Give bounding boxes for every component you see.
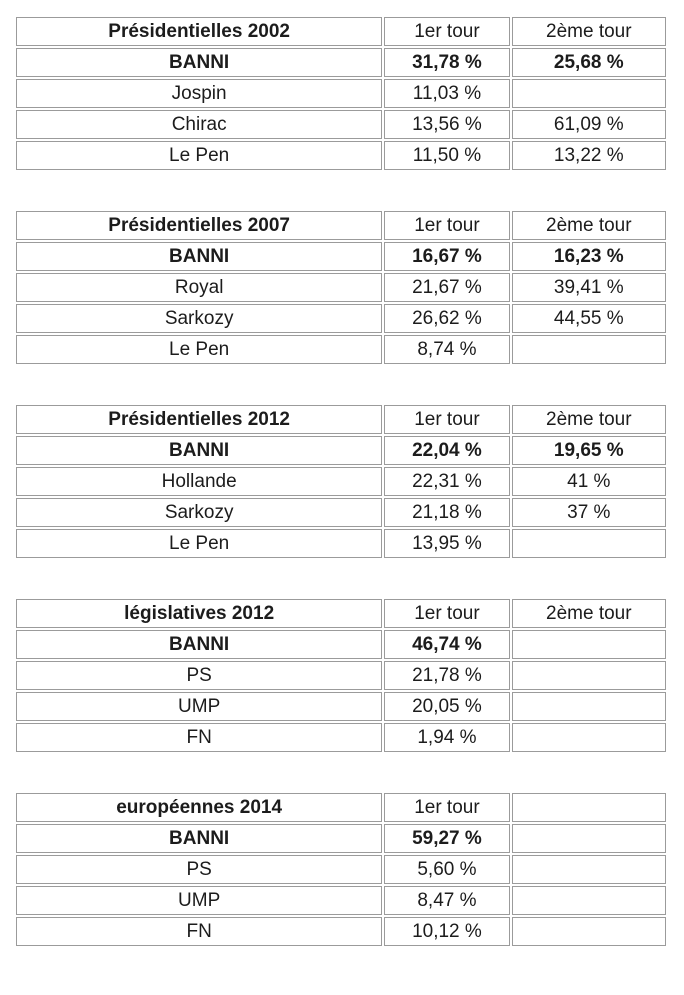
tour1-value: 10,12 %: [384, 917, 509, 946]
table-row: [16, 917, 666, 946]
tour1-value: 20,05 %: [384, 692, 509, 721]
tour1-value: 59,27 %: [384, 824, 509, 853]
col-header-tour1: 1er tour: [384, 211, 509, 240]
col-header-tour2: 2ème tour: [512, 599, 666, 628]
tour2-value: 39,41 %: [512, 273, 666, 302]
candidate-label: Royal: [16, 273, 382, 302]
table-row: [16, 335, 666, 364]
tour2-value: 19,65 %: [512, 436, 666, 465]
table-row: [16, 723, 666, 752]
tour2-value: 13,22 %: [512, 141, 666, 170]
col-header-tour2: [512, 793, 666, 822]
header-row: [16, 599, 666, 628]
header-row: [16, 211, 666, 240]
table-row: [16, 855, 666, 884]
election-table-5: [14, 791, 668, 948]
table-row: [16, 242, 666, 271]
table-row: [16, 79, 666, 108]
table-row: [16, 467, 666, 496]
tour2-value: [512, 529, 666, 558]
candidate-label: Sarkozy: [16, 498, 382, 527]
tour2-value: [512, 335, 666, 364]
table-row: [16, 436, 666, 465]
tour2-value: [512, 692, 666, 721]
tour1-value: 11,50 %: [384, 141, 509, 170]
table-title: législatives 2012: [16, 599, 382, 628]
table-row: [16, 48, 666, 77]
tour2-value: [512, 723, 666, 752]
tour1-value: 13,56 %: [384, 110, 509, 139]
tour1-value: 11,03 %: [384, 79, 509, 108]
candidate-label: Jospin: [16, 79, 382, 108]
tour1-value: 8,47 %: [384, 886, 509, 915]
candidate-label: BANNI: [16, 242, 382, 271]
header-row: [16, 17, 666, 46]
election-table-2: [14, 209, 668, 366]
tour1-value: 21,67 %: [384, 273, 509, 302]
header-row: [16, 793, 666, 822]
tour1-value: 5,60 %: [384, 855, 509, 884]
table-row: [16, 141, 666, 170]
candidate-label: Le Pen: [16, 529, 382, 558]
tour1-value: 22,04 %: [384, 436, 509, 465]
tour1-value: 46,74 %: [384, 630, 509, 659]
col-header-tour1: 1er tour: [384, 793, 509, 822]
candidate-label: Le Pen: [16, 335, 382, 364]
candidate-label: FN: [16, 723, 382, 752]
election-table-3: [14, 403, 668, 560]
tour2-value: 16,23 %: [512, 242, 666, 271]
tour1-value: 31,78 %: [384, 48, 509, 77]
candidate-label: Hollande: [16, 467, 382, 496]
table-title: européennes 2014: [16, 793, 382, 822]
tour2-value: [512, 855, 666, 884]
tour2-value: 44,55 %: [512, 304, 666, 333]
candidate-label: BANNI: [16, 824, 382, 853]
candidate-label: BANNI: [16, 48, 382, 77]
tour2-value: 25,68 %: [512, 48, 666, 77]
candidate-label: FN: [16, 917, 382, 946]
candidate-label: Sarkozy: [16, 304, 382, 333]
tour2-value: [512, 886, 666, 915]
table-row: [16, 824, 666, 853]
candidate-label: BANNI: [16, 436, 382, 465]
col-header-tour2: 2ème tour: [512, 17, 666, 46]
candidate-label: UMP: [16, 692, 382, 721]
col-header-tour2: 2ème tour: [512, 211, 666, 240]
tour2-value: [512, 661, 666, 690]
candidate-label: PS: [16, 855, 382, 884]
candidate-label: Chirac: [16, 110, 382, 139]
tour1-value: 22,31 %: [384, 467, 509, 496]
candidate-label: UMP: [16, 886, 382, 915]
col-header-tour1: 1er tour: [384, 17, 509, 46]
tour2-value: [512, 630, 666, 659]
candidate-label: Le Pen: [16, 141, 382, 170]
table-row: [16, 304, 666, 333]
table-row: [16, 273, 666, 302]
tables-container: [14, 15, 670, 948]
table-row: [16, 661, 666, 690]
tour2-value: 41 %: [512, 467, 666, 496]
tour2-value: 37 %: [512, 498, 666, 527]
table-row: [16, 529, 666, 558]
table-row: [16, 692, 666, 721]
tour1-value: 21,18 %: [384, 498, 509, 527]
table-row: [16, 630, 666, 659]
header-row: [16, 405, 666, 434]
col-header-tour1: 1er tour: [384, 599, 509, 628]
tour1-value: 1,94 %: [384, 723, 509, 752]
col-header-tour2: 2ème tour: [512, 405, 666, 434]
table-row: [16, 886, 666, 915]
tour2-value: [512, 79, 666, 108]
tour1-value: 16,67 %: [384, 242, 509, 271]
tour2-value: [512, 917, 666, 946]
tour2-value: [512, 824, 666, 853]
tour1-value: 8,74 %: [384, 335, 509, 364]
candidate-label: PS: [16, 661, 382, 690]
candidate-label: BANNI: [16, 630, 382, 659]
tour1-value: 13,95 %: [384, 529, 509, 558]
table-title: Présidentielles 2012: [16, 405, 382, 434]
table-row: [16, 110, 666, 139]
col-header-tour1: 1er tour: [384, 405, 509, 434]
table-title: Présidentielles 2007: [16, 211, 382, 240]
table-row: [16, 498, 666, 527]
election-table-1: [14, 15, 668, 172]
table-title: Présidentielles 2002: [16, 17, 382, 46]
tour1-value: 21,78 %: [384, 661, 509, 690]
tour2-value: 61,09 %: [512, 110, 666, 139]
tour1-value: 26,62 %: [384, 304, 509, 333]
election-table-4: [14, 597, 668, 754]
